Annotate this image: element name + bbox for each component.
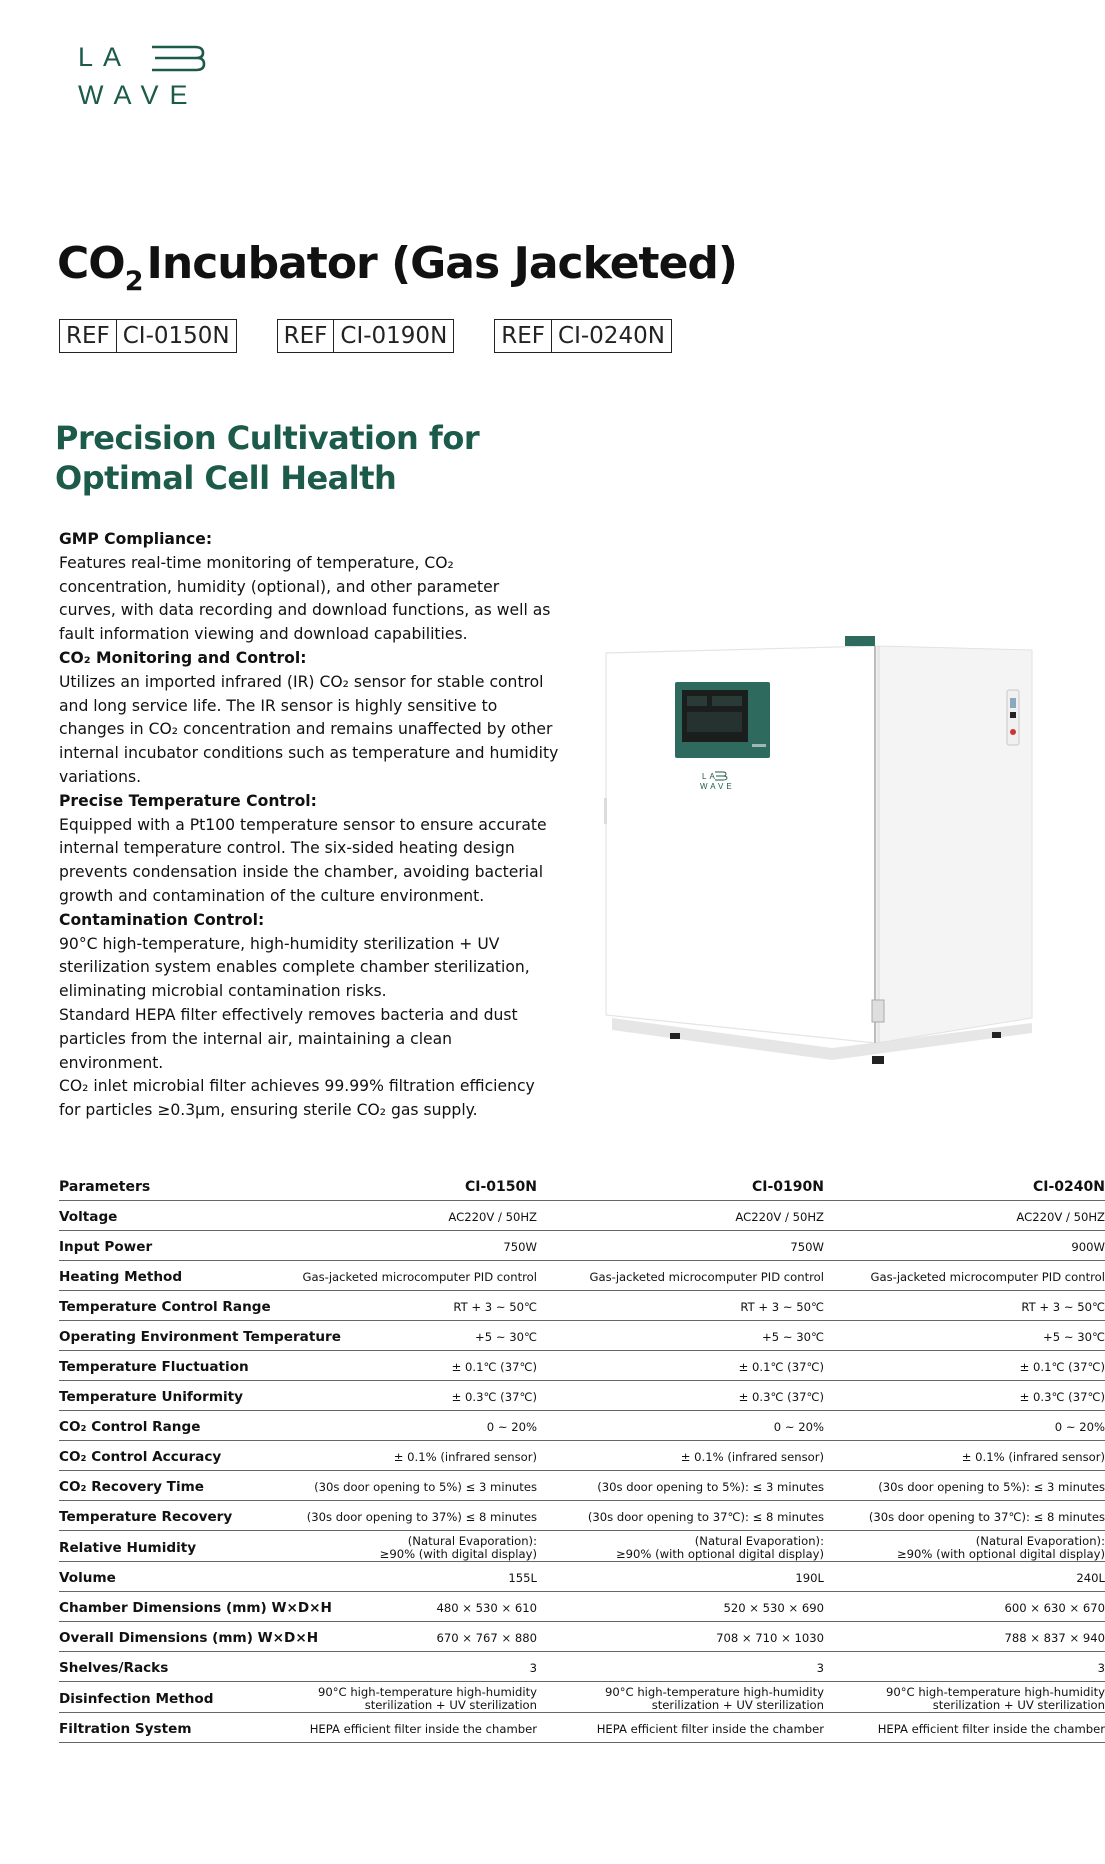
param-name: Temperature Recovery — [59, 1500, 259, 1530]
param-value — [824, 1200, 1105, 1230]
param-value-text: 520 × 530 × 690 — [723, 1600, 824, 1615]
param-value — [259, 1681, 537, 1712]
param-value — [537, 1200, 824, 1230]
param-value-text: ± 0.1℃ (37℃) — [451, 1359, 537, 1374]
param-value — [537, 1681, 824, 1712]
param-value — [259, 1561, 537, 1591]
param-value — [537, 1712, 824, 1742]
feature-description — [59, 528, 559, 1123]
param-value-text: 0 ~ 20% — [1054, 1419, 1105, 1434]
page-title — [57, 238, 738, 297]
param-value-text: 3 — [1097, 1660, 1105, 1675]
logo-b-mark-icon — [151, 45, 205, 71]
param-value-text: 670 × 767 × 880 — [436, 1630, 537, 1645]
param-value — [537, 1621, 824, 1651]
param-value-text: (Natural Evaporation): ≥90% (with digital display) — [379, 1533, 537, 1561]
incubator-foot — [992, 1032, 1001, 1038]
param-value-text: 900W — [1071, 1239, 1105, 1254]
param-value-text: (30s door opening to 37℃): ≤ 8 minutes — [868, 1509, 1105, 1524]
param-value-text: (30s door opening to 5%): ≤ 3 minutes — [597, 1479, 824, 1494]
param-value — [537, 1561, 824, 1591]
table-row — [59, 1440, 1105, 1470]
param-value — [259, 1290, 537, 1320]
param-value — [259, 1440, 537, 1470]
incubator-foot — [872, 1056, 884, 1064]
param-value — [824, 1410, 1105, 1440]
param-value — [824, 1380, 1105, 1410]
param-value — [824, 1470, 1105, 1500]
panel-logo-line2: WAVE — [700, 782, 735, 791]
param-value-text: 90°C high-temperature high-humidity sterilization + UV sterilization — [604, 1684, 824, 1712]
param-name: Voltage — [59, 1200, 259, 1230]
table-row — [59, 1712, 1105, 1742]
ref-label: REF — [495, 320, 552, 352]
ref-code: CI-0190N — [340, 323, 448, 349]
param-value-text: ± 0.1% (infrared sensor) — [961, 1449, 1105, 1464]
ref-label: REF — [60, 320, 117, 352]
param-value — [259, 1260, 537, 1290]
table-header-row — [59, 1168, 1105, 1200]
spec-table — [59, 1168, 1105, 1743]
ref-codes — [59, 319, 672, 353]
incubator-product-image — [592, 628, 1032, 1098]
table-row — [59, 1561, 1105, 1591]
ref-code: CI-0150N — [122, 323, 230, 349]
param-value-text: (Natural Evaporation): ≥90% (with optional digital display) — [896, 1533, 1105, 1561]
logo-line2: WAVE — [78, 80, 199, 110]
param-value — [259, 1410, 537, 1440]
headline-line2: Optimal Cell Health — [55, 459, 397, 497]
param-value — [824, 1350, 1105, 1380]
param-value-text: 90°C high-temperature high-humidity sterilization + UV sterilization — [317, 1684, 537, 1712]
table-row — [59, 1651, 1105, 1681]
temp-text: Equipped with a Pt100 temperature sensor to ensure accurate internal temperature control. The six-sided heating design prevents condensation inside the chamber, avoiding bacterial growth and contamination of the culture environment. — [59, 815, 547, 905]
title-prefix: CO — [57, 238, 125, 289]
param-name: Shelves/Racks — [59, 1651, 259, 1681]
param-value — [259, 1712, 537, 1742]
param-value-text: 0 ~ 20% — [486, 1419, 537, 1434]
param-value-text: (30s door opening to 37℃): ≤ 8 minutes — [587, 1509, 824, 1524]
param-value — [824, 1260, 1105, 1290]
ref-code: CI-0240N — [558, 323, 665, 349]
headline-line1: Precision Cultivation for — [55, 419, 480, 457]
ref-box — [494, 319, 672, 353]
param-name: Chamber Dimensions (mm) W×D×H — [59, 1591, 259, 1621]
co2-text: Utilizes an imported infrared (IR) CO₂ sensor for stable control and long service life. The IR sensor is highly sensitive to changes in CO₂ concentration and remains unaffected by other internal incubator conditions such as temperature and humidity variations. — [59, 672, 559, 786]
param-name: CO₂ Control Accuracy — [59, 1440, 259, 1470]
param-value — [259, 1651, 537, 1681]
table-row — [59, 1290, 1105, 1320]
panel-logo-line1: LA — [702, 772, 718, 781]
param-name: Filtration System — [59, 1712, 259, 1742]
param-value — [537, 1470, 824, 1500]
param-value-text: 155L — [508, 1570, 537, 1585]
param-value — [537, 1410, 824, 1440]
param-value-text: AC220V / 50HZ — [448, 1209, 537, 1224]
param-value-text: ± 0.1% (infrared sensor) — [680, 1449, 824, 1464]
contamination-text: Standard HEPA filter effectively removes bacteria and dust particles from the internal air, maintaining a clean environment. — [59, 1005, 518, 1072]
temp-heading: Precise Temperature Control: — [59, 791, 317, 810]
column-header: CI-0240N — [824, 1168, 1105, 1200]
param-value-text: (Natural Evaporation): ≥90% (with optional digital display) — [615, 1533, 824, 1561]
param-value-text: 480 × 530 × 610 — [436, 1600, 537, 1615]
contamination-text: CO₂ inlet microbial filter achieves 99.99% filtration efficiency for particles ≥0.3μm, ensuring sterile CO₂ gas supply. — [59, 1077, 535, 1120]
param-value-text: HEPA efficient filter inside the chamber — [309, 1721, 537, 1736]
param-value — [824, 1230, 1105, 1260]
param-value — [537, 1380, 824, 1410]
param-value-text: +5 ~ 30℃ — [475, 1329, 537, 1344]
param-value — [259, 1200, 537, 1230]
param-value — [259, 1500, 537, 1530]
param-value-text: ± 0.3℃ (37℃) — [1019, 1389, 1105, 1404]
param-value — [537, 1530, 824, 1561]
param-value — [259, 1230, 537, 1260]
table-row — [59, 1591, 1105, 1621]
param-value — [259, 1380, 537, 1410]
param-value-text: 600 × 630 × 670 — [1004, 1600, 1105, 1615]
table-row — [59, 1470, 1105, 1500]
param-value-text: 788 × 837 × 940 — [1004, 1630, 1105, 1645]
param-value — [537, 1260, 824, 1290]
param-value-text: 240L — [1076, 1570, 1105, 1585]
table-row — [59, 1230, 1105, 1260]
param-value-text: ± 0.3℃ (37℃) — [738, 1389, 824, 1404]
logo-line1: LA — [78, 42, 132, 72]
param-value — [824, 1500, 1105, 1530]
param-value — [259, 1350, 537, 1380]
gmp-text: Features real-time monitoring of temperature, CO₂ concentration, humidity (optional), and other parameter curves, with data recording and download functions, as well as fault information viewing and download capabilities. — [59, 553, 551, 644]
param-name: Overall Dimensions (mm) W×D×H — [59, 1621, 259, 1651]
column-header: CI-0150N — [259, 1168, 537, 1200]
param-value-text: ± 0.1℃ (37℃) — [1019, 1359, 1105, 1374]
param-name: Temperature Uniformity — [59, 1380, 259, 1410]
param-value — [537, 1651, 824, 1681]
param-name: Temperature Fluctuation — [59, 1350, 259, 1380]
param-value — [259, 1530, 537, 1561]
door-handle — [845, 636, 875, 646]
column-header: CI-0190N — [537, 1168, 824, 1200]
param-value-text: 90°C high-temperature high-humidity sterilization + UV sterilization — [885, 1684, 1105, 1712]
param-value-text: ± 0.3℃ (37℃) — [451, 1389, 537, 1404]
param-value-text: 3 — [816, 1660, 824, 1675]
param-value-text: Gas-jacketed microcomputer PID control — [589, 1269, 824, 1284]
param-value-text: 750W — [503, 1239, 537, 1254]
param-value-text: (30s door opening to 37%) ≤ 8 minutes — [306, 1509, 537, 1524]
param-value-text: 0 ~ 20% — [773, 1419, 824, 1434]
param-value-text: 750W — [790, 1239, 824, 1254]
param-value — [537, 1230, 824, 1260]
param-value — [824, 1561, 1105, 1591]
table-row — [59, 1380, 1105, 1410]
param-value-text: Gas-jacketed microcomputer PID control — [302, 1269, 537, 1284]
param-value — [537, 1350, 824, 1380]
title-rest: Incubator (Gas Jacketed) — [146, 238, 738, 289]
incubator-foot — [670, 1033, 680, 1039]
param-name: Volume — [59, 1561, 259, 1591]
param-name: Disinfection Method — [59, 1681, 259, 1712]
param-value-text: RT + 3 ~ 50℃ — [1021, 1299, 1105, 1314]
param-value-text: AC220V / 50HZ — [1016, 1209, 1105, 1224]
gmp-heading: GMP Compliance: — [59, 530, 213, 548]
table-row — [59, 1350, 1105, 1380]
param-value — [824, 1591, 1105, 1621]
table-row — [59, 1500, 1105, 1530]
param-name: Operating Environment Temperature — [59, 1320, 259, 1350]
param-value — [537, 1591, 824, 1621]
contamination-text: 90°C high-temperature, high-humidity sterilization + UV sterilization system enables complete chamber sterilization, eliminating microbial contamination risks. — [59, 934, 530, 1001]
table-row — [59, 1410, 1105, 1440]
contamination-heading: Contamination Control: — [59, 910, 265, 929]
ref-box — [59, 319, 237, 353]
table-row — [59, 1621, 1105, 1651]
param-value — [824, 1440, 1105, 1470]
param-value — [537, 1440, 824, 1470]
param-value — [824, 1651, 1105, 1681]
param-name: Input Power — [59, 1230, 259, 1260]
param-name: CO₂ Recovery Time — [59, 1470, 259, 1500]
param-value-text: ± 0.1℃ (37℃) — [738, 1359, 824, 1374]
param-value-text: HEPA efficient filter inside the chamber — [596, 1721, 824, 1736]
param-name: Heating Method — [59, 1260, 259, 1290]
ref-label: REF — [278, 320, 335, 352]
param-value — [824, 1530, 1105, 1561]
ref-box — [277, 319, 455, 353]
param-value-text: RT + 3 ~ 50℃ — [453, 1299, 537, 1314]
column-header: Parameters — [59, 1168, 259, 1200]
param-value — [824, 1621, 1105, 1651]
param-name: CO₂ Control Range — [59, 1410, 259, 1440]
table-row — [59, 1530, 1105, 1561]
param-value — [824, 1712, 1105, 1742]
table-row — [59, 1260, 1105, 1290]
param-value-text: +5 ~ 30℃ — [1043, 1329, 1105, 1344]
param-value-text: 190L — [795, 1570, 824, 1585]
param-name: Temperature Control Range — [59, 1290, 259, 1320]
section-headline — [55, 418, 479, 498]
table-row — [59, 1200, 1105, 1230]
param-value-text: RT + 3 ~ 50℃ — [740, 1299, 824, 1314]
param-value-text: +5 ~ 30℃ — [762, 1329, 824, 1344]
param-value — [537, 1500, 824, 1530]
param-name: Relative Humidity — [59, 1530, 259, 1561]
param-value — [537, 1290, 824, 1320]
table-row — [59, 1681, 1105, 1712]
param-value — [259, 1470, 537, 1500]
param-value-text: Gas-jacketed microcomputer PID control — [870, 1269, 1105, 1284]
brand-logo — [78, 42, 210, 112]
param-value-text: ± 0.1% (infrared sensor) — [393, 1449, 537, 1464]
param-value-text: HEPA efficient filter inside the chamber — [877, 1721, 1105, 1736]
param-value-text: (30s door opening to 5%) ≤ 3 minutes — [314, 1479, 537, 1494]
table-row — [59, 1320, 1105, 1350]
param-value — [824, 1290, 1105, 1320]
param-value-text: 3 — [529, 1660, 537, 1675]
title-subscript: 2 — [124, 266, 143, 297]
param-value — [537, 1320, 824, 1350]
param-value-text: AC220V / 50HZ — [735, 1209, 824, 1224]
co2-heading: CO₂ Monitoring and Control: — [59, 648, 307, 667]
param-value-text: (30s door opening to 5%): ≤ 3 minutes — [878, 1479, 1105, 1494]
param-value-text: 708 × 710 × 1030 — [716, 1630, 824, 1645]
param-value — [824, 1681, 1105, 1712]
param-value — [824, 1320, 1105, 1350]
